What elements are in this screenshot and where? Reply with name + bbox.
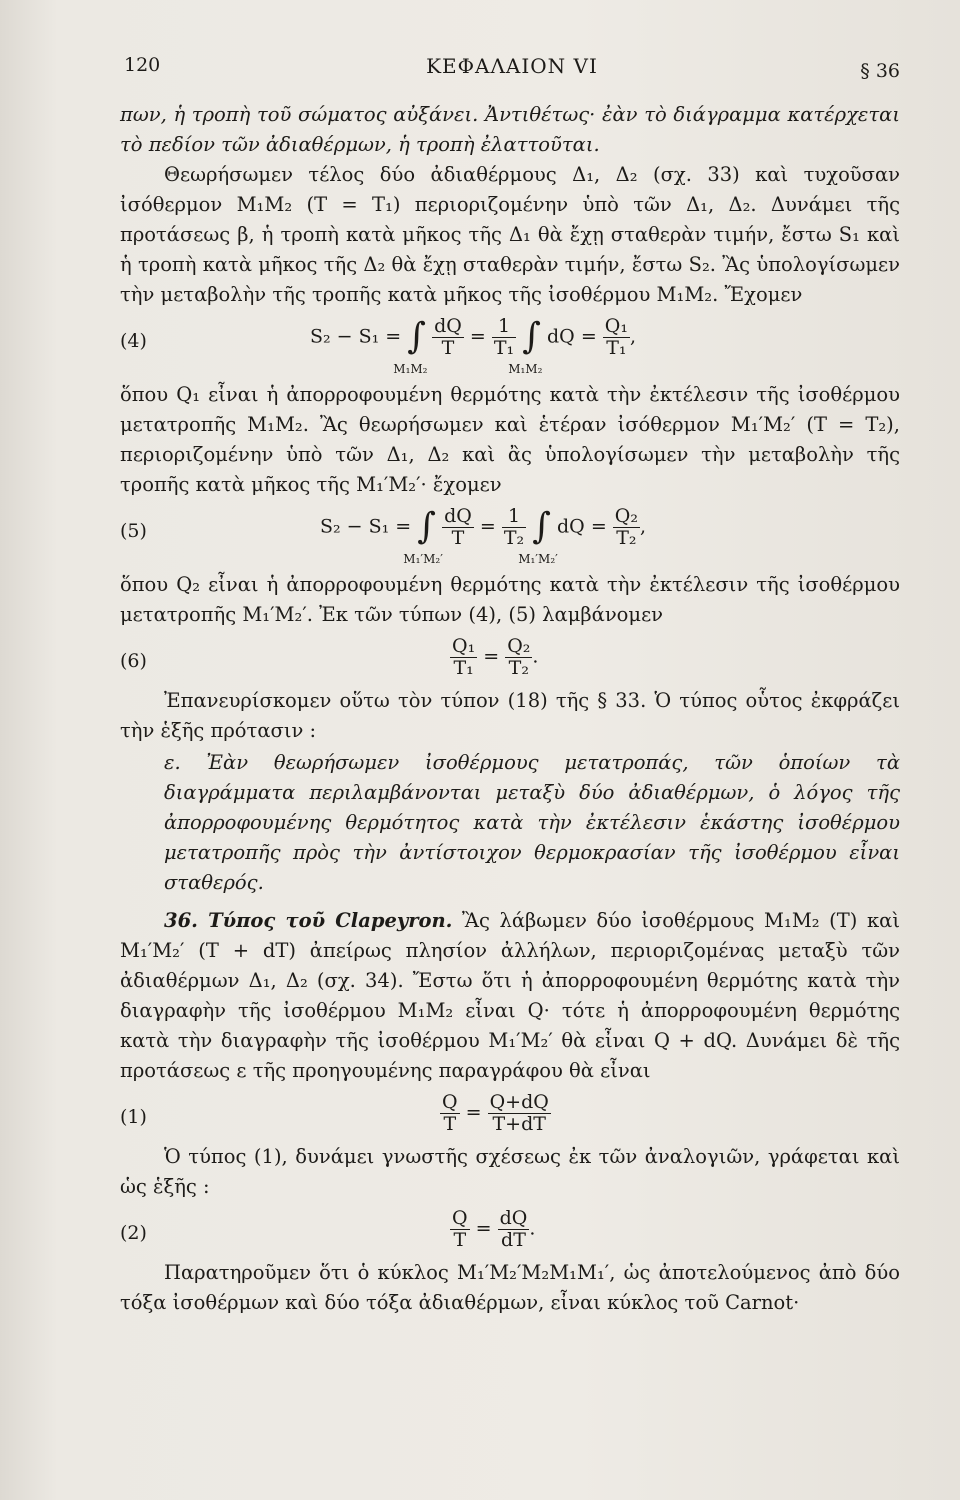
punctuation: . xyxy=(529,1217,536,1240)
equation-lhs: S₂ − S₁ = xyxy=(310,325,402,348)
denominator: T₂ xyxy=(503,526,525,549)
section-36-paragraph xyxy=(120,906,900,1086)
fraction xyxy=(442,506,474,549)
differential: dQ xyxy=(557,515,585,538)
fraction xyxy=(613,506,640,549)
section-36-text: Ἂς λάβωμεν δύο ἰσοθέρμους M₁M₂ (T) καὶ M₁′M₂′ (T + dT) ἀπείρως πλησίον ἀλλήλων, περιοριζομένας μεταξὺ τῶν ἀδιαθέρμων Δ₁, Δ₂ (σχ. 34). Ἔστω ὅτι ἡ ἀπορροφουμένη θερμότης κατὰ τὴν διαγραφὴν τῆς ἰσοθέρμου M₁M₂ εἶναι Q· τότε ἡ ἀπορροφουμένη θερμότης κατὰ τὴν διαγραφὴν τῆς ἰσοθέρμου M₁′M₂′ θὰ εἶναι Q + dQ. Δυνάμει δὲ τῆς προτάσεως ε τῆς προηγουμένης παραγράφου θὰ εἶναι xyxy=(120,909,900,1082)
fraction xyxy=(603,316,630,359)
integral-sign: ∫ M₁M₂ xyxy=(508,316,543,377)
equation-1 xyxy=(120,1086,900,1142)
fraction xyxy=(502,506,526,549)
equation-5 xyxy=(120,500,900,570)
numerator: Q xyxy=(442,1091,458,1113)
numerator: 1 xyxy=(492,316,516,338)
numerator: Q₂ xyxy=(614,505,638,527)
equals: = xyxy=(469,325,486,348)
numerator: 1 xyxy=(502,506,526,528)
numerator: Q₁ xyxy=(604,315,628,337)
numerator: Q₁ xyxy=(452,635,476,657)
paragraph-proportion: Ὁ τύπος (1), δυνάμει γνωστῆς σχέσεως ἐκ τῶν ἀναλογιῶν, γράφεται καὶ ὡς ἑξῆς : xyxy=(120,1145,900,1198)
integral-sign: ∫ M₁′M₂′ xyxy=(518,506,558,567)
fraction xyxy=(498,1208,530,1251)
page-number: 120 xyxy=(124,54,161,76)
fraction xyxy=(492,316,516,359)
equals: = xyxy=(590,515,607,538)
equation-2 xyxy=(120,1202,900,1258)
equation-4 xyxy=(120,310,900,380)
paragraph-combined: ὅπου Q₂ εἶναι ἡ ἀπορροφουμένη θερμότης κατὰ τὴν ἐκτέλεσιν τῆς ἰσοθέρμου μετατροπῆς M₁′M₂′. Ἐκ τῶν τύπων (4), (5) λαμβάνομεν xyxy=(120,573,900,626)
section-reference: § 36 xyxy=(860,60,900,82)
equation-body xyxy=(450,1208,535,1251)
equation-number: (6) xyxy=(120,650,147,672)
fraction xyxy=(450,636,477,679)
denominator: dT xyxy=(501,1228,526,1251)
proposition-epsilon: ε. Ἐὰν θεωρήσωμεν ἰσοθέρμους μετατροπάς, τῶν ὁποίων τὰ διαγράμματα περιλαμβάνονται μεταξὺ δύο ἀδιαθέρμων, ὁ λόγος τῆς ἀπορροφουμένης θερμότητος κατὰ τὴν ἐκτέλεσιν ἑκάστης ἰσοθέρμου μετατροπῆς πρὸς τὴν ἀντίστοιχον θερμοκρασίαν τῆς ἰσοθέρμου εἶναι σταθερός. xyxy=(164,751,900,894)
equation-body xyxy=(310,315,637,377)
denominator: T₂ xyxy=(508,656,529,679)
equals: = xyxy=(580,325,597,348)
fraction xyxy=(450,1208,470,1251)
integral-sign: ∫ M₁′M₂′ xyxy=(403,506,443,567)
numerator: Q₂ xyxy=(507,635,531,657)
numerator: dQ xyxy=(499,1207,528,1229)
equation-6 xyxy=(120,630,900,686)
denominator: T₂ xyxy=(616,526,637,549)
equation-lhs: S₂ − S₁ = xyxy=(320,515,412,538)
equation-number: (1) xyxy=(120,1106,147,1128)
page-header xyxy=(124,54,900,84)
fraction xyxy=(505,636,532,679)
equation-body xyxy=(440,1092,551,1135)
equals: = xyxy=(479,515,496,538)
denominator: T xyxy=(441,336,455,359)
paragraph-carnot: Παρατηροῦμεν ὅτι ὁ κύκλος M₁′M₂′M₂M₁M₁′, ὡς ἀποτελούμενος ἀπὸ δύο τόξα ἰσοθέρμων καὶ δύο τόξα ἀδιαθέρμων, εἶναι κύκλος τοῦ Carnot· xyxy=(120,1261,900,1314)
section-heading: 36. Τύπος τοῦ Clapeyron. xyxy=(164,909,453,932)
denominator: T xyxy=(443,1112,457,1135)
integral-limit: M₁′M₂′ xyxy=(518,552,558,567)
fraction xyxy=(432,316,464,359)
paragraph-adiabatics: Θεωρήσωμεν τέλος δύο ἀδιαθέρμους Δ₁, Δ₂ (σχ. 33) καὶ τυχοῦσαν ἰσόθερμον M₁M₂ (T = T₁) περιοριζομένην ὑπὸ τῶν Δ₁, Δ₂. Δυνάμει τῆς προτάσεως β, ἡ τροπὴ κατὰ μῆκος τῆς Δ₁ θὰ ἔχῃ σταθερὰν τιμήν, ἔστω S₁ καὶ ἡ τροπὴ κατὰ μῆκος τῆς Δ₂ θὰ ἔχῃ σταθερὰν τιμήν, ἔστω S₂. Ἂς ὑπολογίσωμεν τὴν μεταβολὴν τῆς τροπῆς κατὰ μῆκος τῆς ἰσοθέρμου M₁M₂. Ἔχομεν xyxy=(120,163,900,306)
integral-limit: M₁′M₂′ xyxy=(403,552,443,567)
denominator: T₁ xyxy=(453,656,474,679)
integral-limit: M₁M₂ xyxy=(393,362,428,377)
equals: = xyxy=(475,1217,492,1240)
paragraph-formula-18: Ἐπανευρίσκομεν οὕτω τὸν τύπον (18) τῆς § 33. Ὁ τύπος οὗτος ἐκφράζει τὴν ἑξῆς πρότασιν : xyxy=(120,689,900,742)
punctuation: . xyxy=(532,645,539,668)
chapter-title: ΚΕΦΑΛΑΙΟΝ VI xyxy=(426,54,598,78)
integral-limit: M₁M₂ xyxy=(508,362,543,377)
equation-body xyxy=(320,505,647,567)
equals: = xyxy=(483,645,500,668)
page-body xyxy=(120,100,900,1318)
denominator: T+dT xyxy=(492,1112,546,1135)
equals: = xyxy=(465,1101,482,1124)
paragraph-second-isotherm: ὅπου Q₁ εἶναι ἡ ἀπορροφουμένη θερμότης κατὰ τὴν ἐκτέλεσιν τῆς ἰσοθέρμου μετατροπῆς M₁M₂. Ἂς θεωρήσωμεν καὶ ἑτέραν ἰσόθερμον M₁′M₂′ (T = T₂), περιοριζομένην ὑπὸ τῶν Δ₁, Δ₂ καὶ ἂς ὑπολογίσωμεν τὴν μεταβολὴν τῆς τροπῆς κατὰ μῆκος τῆς M₁′M₂′· ἔχομεν xyxy=(120,383,900,496)
equation-number: (2) xyxy=(120,1222,147,1244)
equation-number: (5) xyxy=(120,520,147,542)
punctuation: , xyxy=(639,515,647,538)
denominator: T₁ xyxy=(606,336,627,359)
denominator: T₁ xyxy=(493,336,515,359)
denominator: T xyxy=(451,526,465,549)
fraction xyxy=(488,1092,551,1135)
numerator: dQ xyxy=(444,505,472,527)
integral-sign: ∫ M₁M₂ xyxy=(393,316,428,377)
numerator: dQ xyxy=(434,315,462,337)
numerator: Q xyxy=(452,1207,468,1229)
fraction xyxy=(440,1092,460,1135)
paragraph-continued: πων, ἡ τροπὴ τοῦ σώματος αὐξάνει. Ἀντιθέτως· ἐὰν τὸ διάγραμμα κατέρχεται τὸ πεδίον τῶν ἀδιαθέρμων, ἡ τροπὴ ἐλαττοῦται. xyxy=(120,103,900,156)
equation-body xyxy=(450,636,538,679)
differential: dQ xyxy=(547,325,575,348)
numerator: Q+dQ xyxy=(489,1091,549,1113)
denominator: T xyxy=(453,1228,467,1251)
equation-number: (4) xyxy=(120,330,147,352)
punctuation: , xyxy=(629,325,637,348)
